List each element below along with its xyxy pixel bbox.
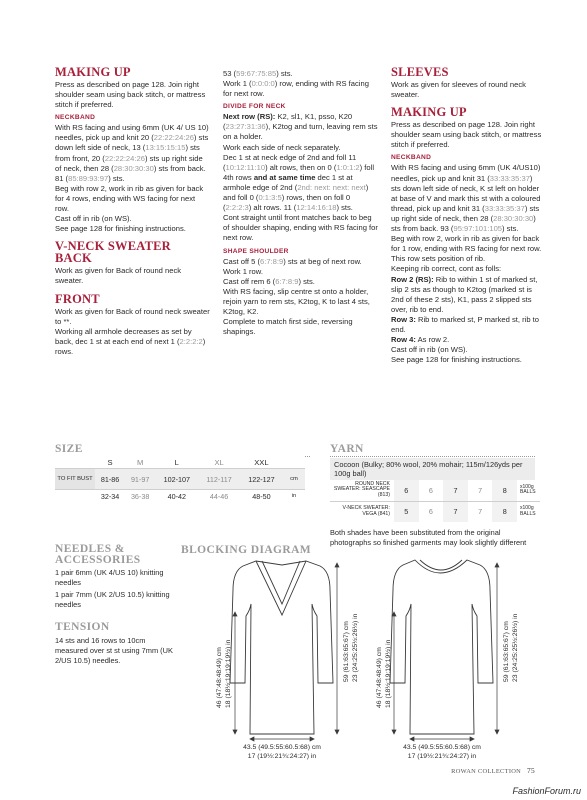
vneck-width-cm: 43.5 (49.5:55:60.5:68) cm bbox=[243, 744, 321, 751]
size-s: S bbox=[95, 456, 125, 469]
making-up-heading: MAKING UP bbox=[55, 65, 131, 79]
to-fit-bust-label: TO FIT BUST bbox=[55, 469, 95, 490]
tension-text: 14 sts and 16 rows to 10cm measured over st st using 7mm (UK 2/US 10.5) needles. bbox=[55, 636, 173, 665]
yarn-cell: 6 bbox=[394, 480, 419, 501]
yarn-heading: YARN bbox=[330, 443, 364, 455]
neckband-heading: NECKBAND bbox=[55, 114, 96, 122]
row-3-text: Row 3: Rib to marked st, P marked st, rib to end. bbox=[391, 314, 539, 334]
cast-off-text-1: Cast off 5 (6:7:8:9) sts at beg of next row. bbox=[223, 256, 362, 266]
size-unit: in bbox=[283, 490, 305, 503]
size-cell: 36-38 bbox=[125, 490, 155, 503]
vneck-back-text: Work as given for Back of round neck sweater. bbox=[55, 266, 182, 286]
complete-text: Complete to match first side, reversing shapings. bbox=[223, 317, 353, 337]
yarn-cell: 5 bbox=[394, 501, 419, 522]
size-l: L bbox=[155, 456, 198, 469]
next-row-text: Next row (RS): K2, sl1, K1, psso, K20 (23:27:31:36), K2tog and turn, leaving rem sts on a holder. bbox=[223, 112, 378, 142]
stitch-count: 53 (59:67:75:85) sts. bbox=[223, 69, 293, 78]
yarn-cell: 6 bbox=[428, 507, 433, 517]
vneck-width-in: 17 (19½:21¾:24:27) in bbox=[247, 753, 317, 760]
vneck-band bbox=[262, 561, 300, 604]
yarn-row-label: ROUND NECK SWEATER: SEASCAPE (813) bbox=[333, 480, 390, 499]
making-up-text-2: Press as described on page 128. Join right shoulder seam using back stitch, or mattress stitch if preferred. bbox=[391, 120, 542, 150]
yarn-row-label: V-NECK SWEATER: VEGA (841) bbox=[342, 504, 390, 517]
yarn-cell: 7 bbox=[478, 485, 483, 495]
size-cell: 32-34 bbox=[95, 490, 125, 503]
work-row-text: Work 1 (0:0:0:0) row, ending with RS facing for next row. bbox=[223, 79, 369, 99]
yarn-cell: 8 bbox=[492, 480, 517, 501]
sleeves-heading: SLEEVES bbox=[391, 65, 449, 79]
size-cell: 91-97 bbox=[125, 469, 155, 490]
shape-shoulder-heading: SHAPE SHOULDER bbox=[223, 247, 289, 255]
cast-off-text-2: Cast off rem 6 (6:7:8:9) sts. bbox=[223, 276, 315, 286]
finishing-text: See page 128 for finishing instructions. bbox=[391, 355, 522, 365]
yarn-cell: 7 bbox=[478, 507, 483, 517]
cast-off-rib-text: Cast off in rib (on WS). bbox=[391, 345, 468, 355]
roundneck-body-cm: 46 (47:48:48:49) cm bbox=[376, 647, 383, 708]
front-text-2: Working all armhole decreases as set by back, dec 1 st at each end of next 1 (2:2:2:2) rows. bbox=[55, 326, 206, 356]
rs-facing-text: With RS facing, slip centre st onto a holder, rejoin yarn to rem sts, K2tog, K to last 4 sts, K2tog, K2. bbox=[223, 286, 370, 316]
tension-heading: TENSION bbox=[55, 621, 110, 633]
cont-folls-text: Keeping rib correct, cont as folls: bbox=[391, 264, 502, 274]
footer bbox=[451, 766, 535, 775]
yarn-note: Both shades have been substituted from the original photographs so finished garments may look slightly different bbox=[330, 528, 527, 547]
row-4-text: Row 4: As row 2. bbox=[391, 335, 450, 345]
sleeves-text: Work as given for sleeves of round neck sweater. bbox=[391, 80, 526, 100]
yarn-cell: 7 bbox=[443, 480, 468, 501]
row-2-text: Row 2 (RS): Rib to within 1 st of marked st, slip 2 sts as though to K2tog (marked st is 2nd of these 2 sts), K1, pass 2 slipped sts over, rib to end. bbox=[391, 274, 538, 314]
front-text-1: Work as given for Back of round neck sweater to **. bbox=[55, 306, 210, 326]
cont-straight-text: Cont straight until front matches back to beg of shoulder shaping, ending with RS facing for next row. bbox=[223, 213, 378, 243]
size-cell: 122-127 bbox=[240, 469, 283, 490]
neckband-cast-off: Cast off in rib (on WS). bbox=[55, 214, 132, 224]
vneck-back-heading: V-NECK SWEATER BACK bbox=[55, 239, 171, 266]
neckband-text: With RS facing and using 6mm (UK 4/ US 10) needles, pick up and knit 20 (22:22:24:26) sts down left side of neck, 13 (13:15:15:15) sts from front, 20 (22:22:24:26) sts up right side of neck, then 28 (28:30:30:30) sts from back. 81 (85:89:93:97) sts. bbox=[55, 123, 209, 183]
neckband-text-2: With RS facing and using 6mm (UK 4/US10) needles, pick up and knit 31 (33:33:35:37) sts down left side of neck, K st left on holder at base of V and mark this st with a coloured thread, pick up and knit 31 (33:33:35:37) sts up right side of neck, then 28 (28:30:30:30) sts from back. 93 (95:97:101:105) sts. bbox=[391, 163, 541, 234]
size-cell: 112-117 bbox=[198, 469, 239, 490]
yarn-unit: x100g BALLS bbox=[520, 505, 536, 517]
size-unit: cm bbox=[283, 469, 305, 490]
roundneck-length-cm: 59 (61:63:65:67) cm bbox=[503, 621, 510, 682]
size-m: M bbox=[125, 456, 155, 469]
vneck-length-in: 23 (24:25:25½:26½) in bbox=[352, 613, 359, 682]
yarn-unit: x100g BALLS bbox=[520, 483, 536, 496]
collection-name: ROWAN COLLECTION bbox=[451, 768, 522, 775]
roundneck-sweater-outline bbox=[390, 560, 493, 734]
roundneck-width-in: 17 (19½:21¾:24:27) in bbox=[407, 753, 477, 760]
neckband-rib-text: Beg with row 2, work in rib as given for back for 4 rows, ending with WS facing for next row. bbox=[55, 183, 204, 214]
needles-line-2: 1 pair 7mm (UK 2/US 10.5) knitting needles bbox=[55, 590, 170, 609]
vneck-body-cm: 46 (47:48:48:49) cm bbox=[216, 647, 223, 708]
rib-text: Beg with row 2, work in rib as given for back for 1 row, ending with RS facing for next row. bbox=[391, 234, 542, 254]
size-cell: 40-42 bbox=[155, 490, 198, 503]
size-heading: SIZE bbox=[55, 443, 83, 455]
front-heading: FRONT bbox=[55, 291, 100, 306]
needles-heading: NEEDLES & ACCESSORIES bbox=[55, 543, 141, 566]
neckband-heading-2: NECKBAND bbox=[391, 154, 432, 162]
size-xxl: XXL bbox=[240, 456, 283, 469]
size-xl: XL bbox=[198, 456, 239, 469]
yarn-cell: 6 bbox=[428, 485, 433, 495]
vneck-length-cm: 59 (61:63:65:67) cm bbox=[343, 621, 350, 682]
making-up-heading-2: MAKING UP bbox=[391, 105, 467, 120]
neckband-finishing: See page 128 for finishing instructions. bbox=[55, 224, 186, 234]
work-1-row-text: Work 1 row. bbox=[223, 266, 263, 276]
roundneck-body-in: 18 (18½:19:19:19½) in bbox=[385, 639, 392, 708]
separate-sides-text: Work each side of neck separately. bbox=[223, 142, 341, 152]
vneck-body-in: 18 (18½:19:19:19½) in bbox=[225, 639, 232, 708]
blocking-diagram-heading: BLOCKING DIAGRAM bbox=[181, 544, 312, 556]
yarn-cell: 8 bbox=[492, 501, 517, 522]
roundneck-length-in: 23 (24:25:25½:26½) in bbox=[512, 613, 519, 682]
neck-dec-text: Dec 1 st at neck edge of 2nd and foll 11 (10:12:11:10) alt rows, then on 0 (1:0:1:2) foll 4th rows and at same time dec 1 st at armhole edge of 2nd (2nd: next: next: next) and foll 0 (0:1:3:5) rows, then on foll 0 (2:2:2:3) alt rows. 11 (12:14:16:18) sts. bbox=[223, 152, 375, 213]
divide-for-neck-heading: DIVIDE FOR NECK bbox=[223, 103, 286, 111]
size-cell: 44-46 bbox=[198, 490, 239, 503]
rib-position-text: This row sets position of rib. bbox=[391, 254, 486, 264]
yarn-description: Cocoon (Bulky; 80% wool, 20% mohair; 115m/126yds per 100g ball) bbox=[330, 458, 535, 480]
size-cell: 48-50 bbox=[240, 490, 283, 503]
needles-line-1: 1 pair 6mm (UK 4/US 10) knitting needles bbox=[55, 568, 164, 587]
yarn-cell: 7 bbox=[443, 501, 468, 522]
roundneck-width-cm: 43.5 (49.5:55:60.5:68) cm bbox=[403, 744, 481, 751]
making-up-text: Press as described on page 128. Join right shoulder seam using back stitch, or mattress stitch if preferred. bbox=[55, 80, 206, 110]
size-cell: 102-107 bbox=[155, 469, 198, 490]
vneck-sweater-outline bbox=[230, 561, 333, 734]
watermark: FashionForum.ru bbox=[512, 786, 581, 796]
page-number: 75 bbox=[527, 766, 535, 775]
size-cell: 81-86 bbox=[95, 469, 125, 490]
vneck-opening bbox=[256, 561, 306, 615]
